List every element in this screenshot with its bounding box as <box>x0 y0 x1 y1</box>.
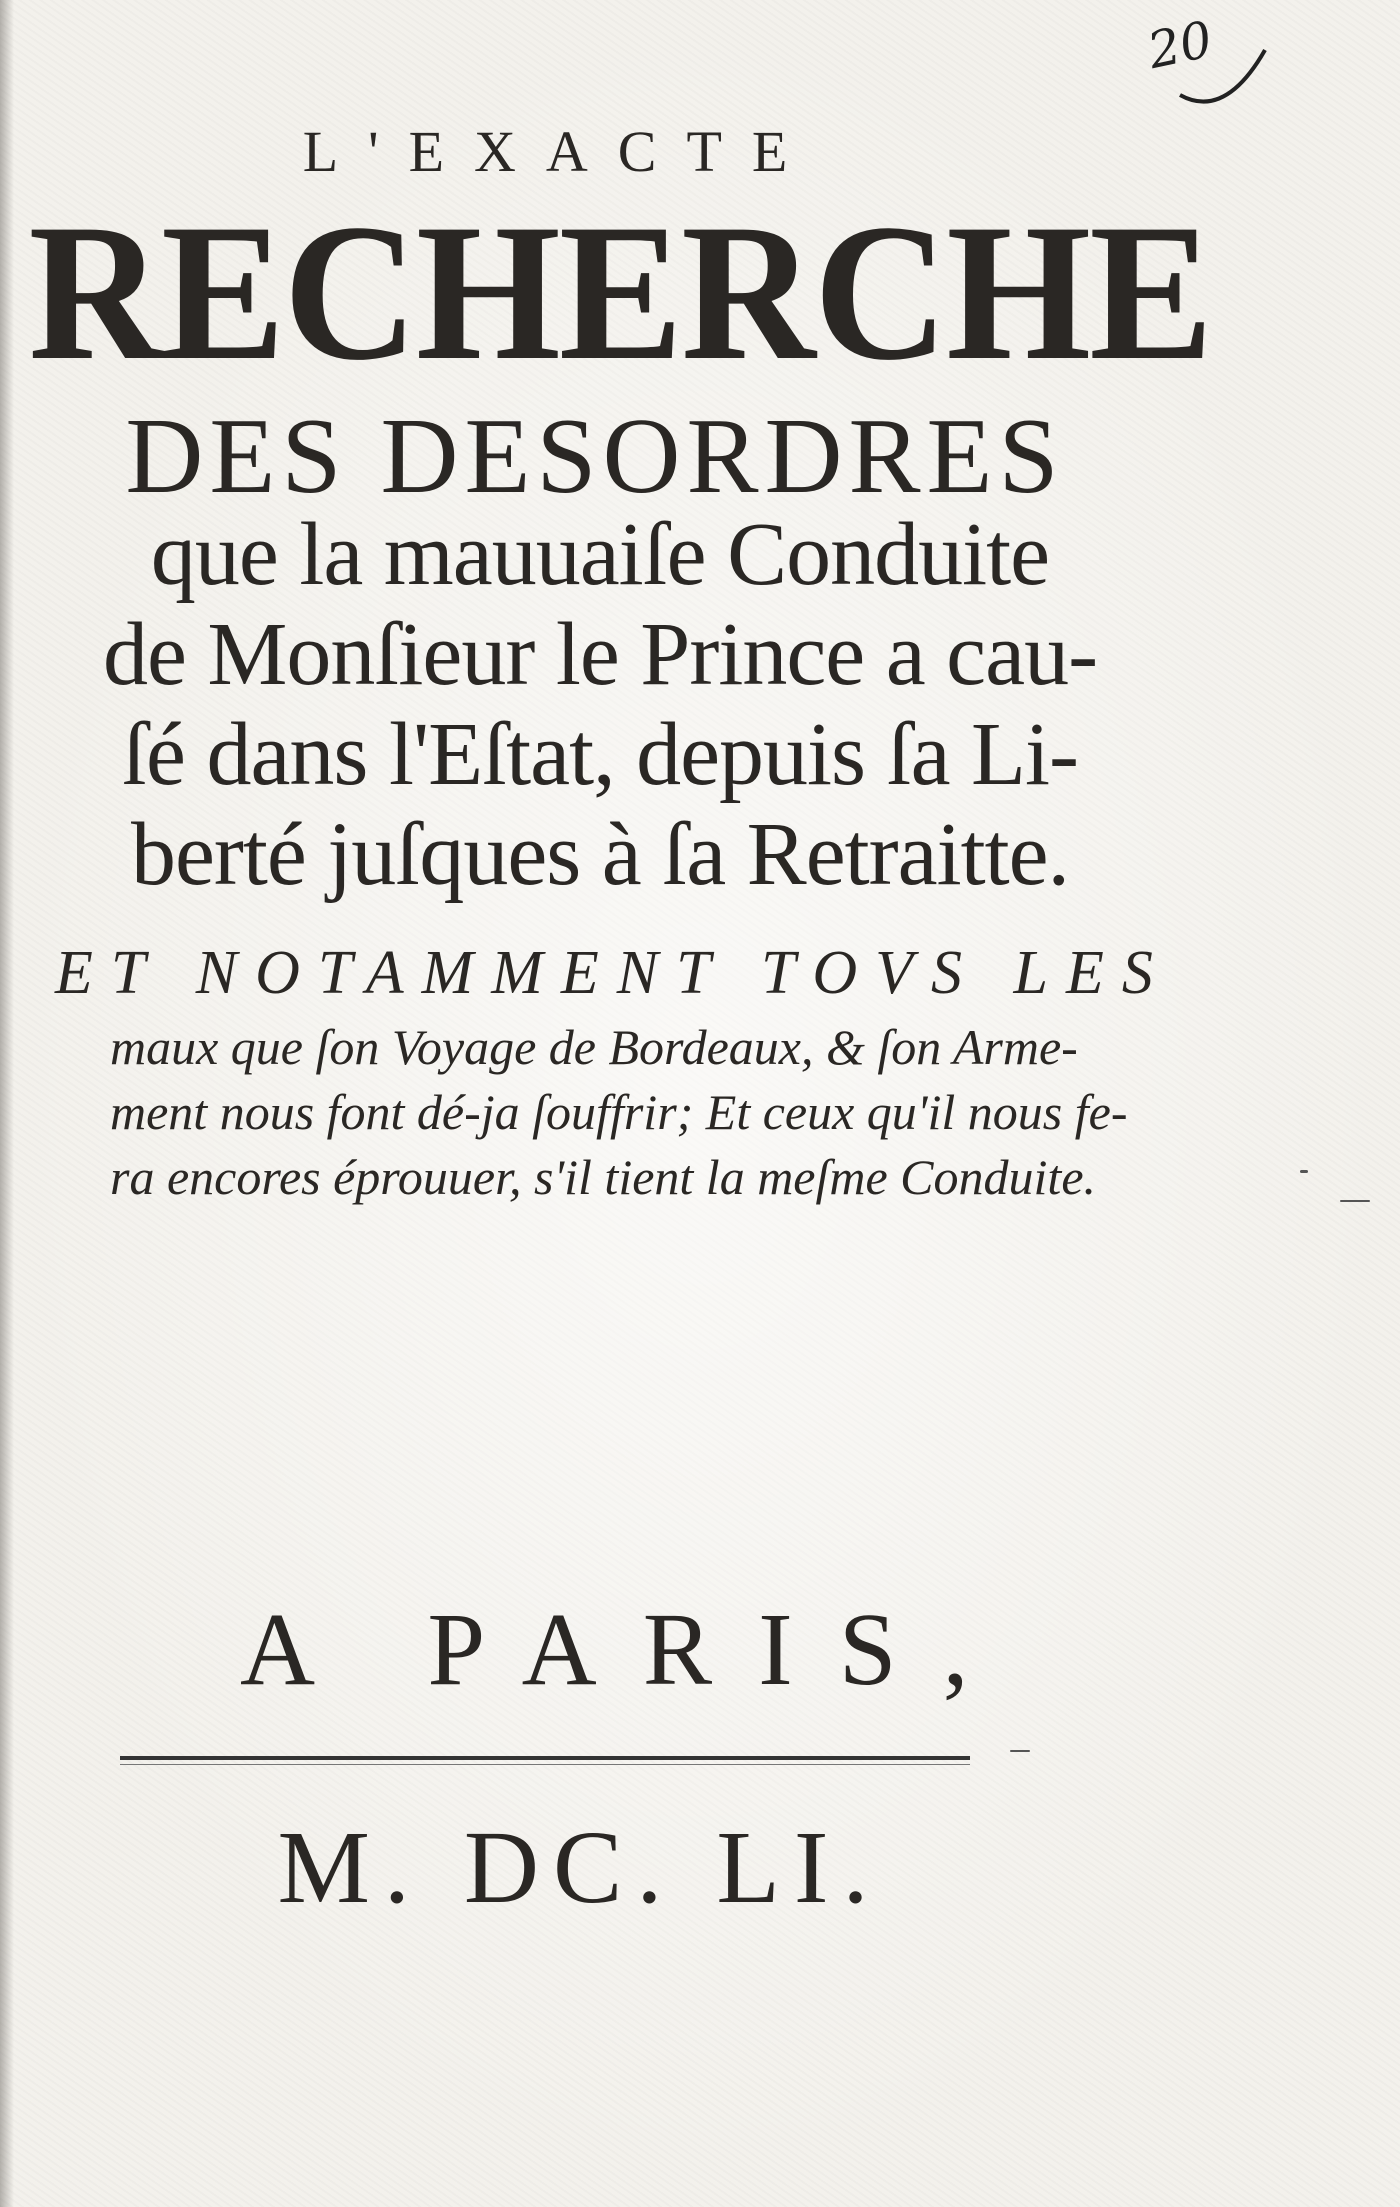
imprint-place: A PARIS, <box>240 1592 1015 1707</box>
subtitle-line: ra encores éprouuer, s'il tient la meſme Conduite. <box>110 1149 1097 1205</box>
divider-rule <box>120 1756 970 1760</box>
subtitle-lead: ET NOTAMMENT TOVS LES <box>55 939 1171 1007</box>
body-line: que la mauuaiſe Conduite <box>150 505 1050 604</box>
handwritten-annotation: 20 <box>1142 10 1218 81</box>
divider-rule-thin <box>120 1764 970 1765</box>
title-line-3: DES DESORDRES <box>125 397 1065 516</box>
page-edge-shadow <box>0 0 14 2207</box>
paper-speck <box>1010 1750 1030 1752</box>
subtitle-line: maux que ſon Voyage de Bordeaux, & ſon Arme- <box>110 1019 1078 1075</box>
imprint-year: M. DC. LI. <box>277 1810 883 1925</box>
title-main: RECHERCHE <box>28 184 1212 401</box>
paper-speck <box>1340 1200 1370 1202</box>
body-line: berté juſques à ſa Retraitte. <box>130 805 1070 904</box>
title-line-1: L'EXACTE <box>302 119 818 184</box>
paper-speck <box>1300 1170 1308 1173</box>
body-line: de Monſieur le Prince a cau- <box>102 605 1098 704</box>
subtitle-line: ment nous font dé-ja ſouffrir; Et ceux qu'il nous fe- <box>110 1084 1128 1140</box>
annotation-bracket-icon <box>1170 40 1280 120</box>
body-line: ſé dans l'Eſtat, depuis ſa Li- <box>122 705 1078 804</box>
